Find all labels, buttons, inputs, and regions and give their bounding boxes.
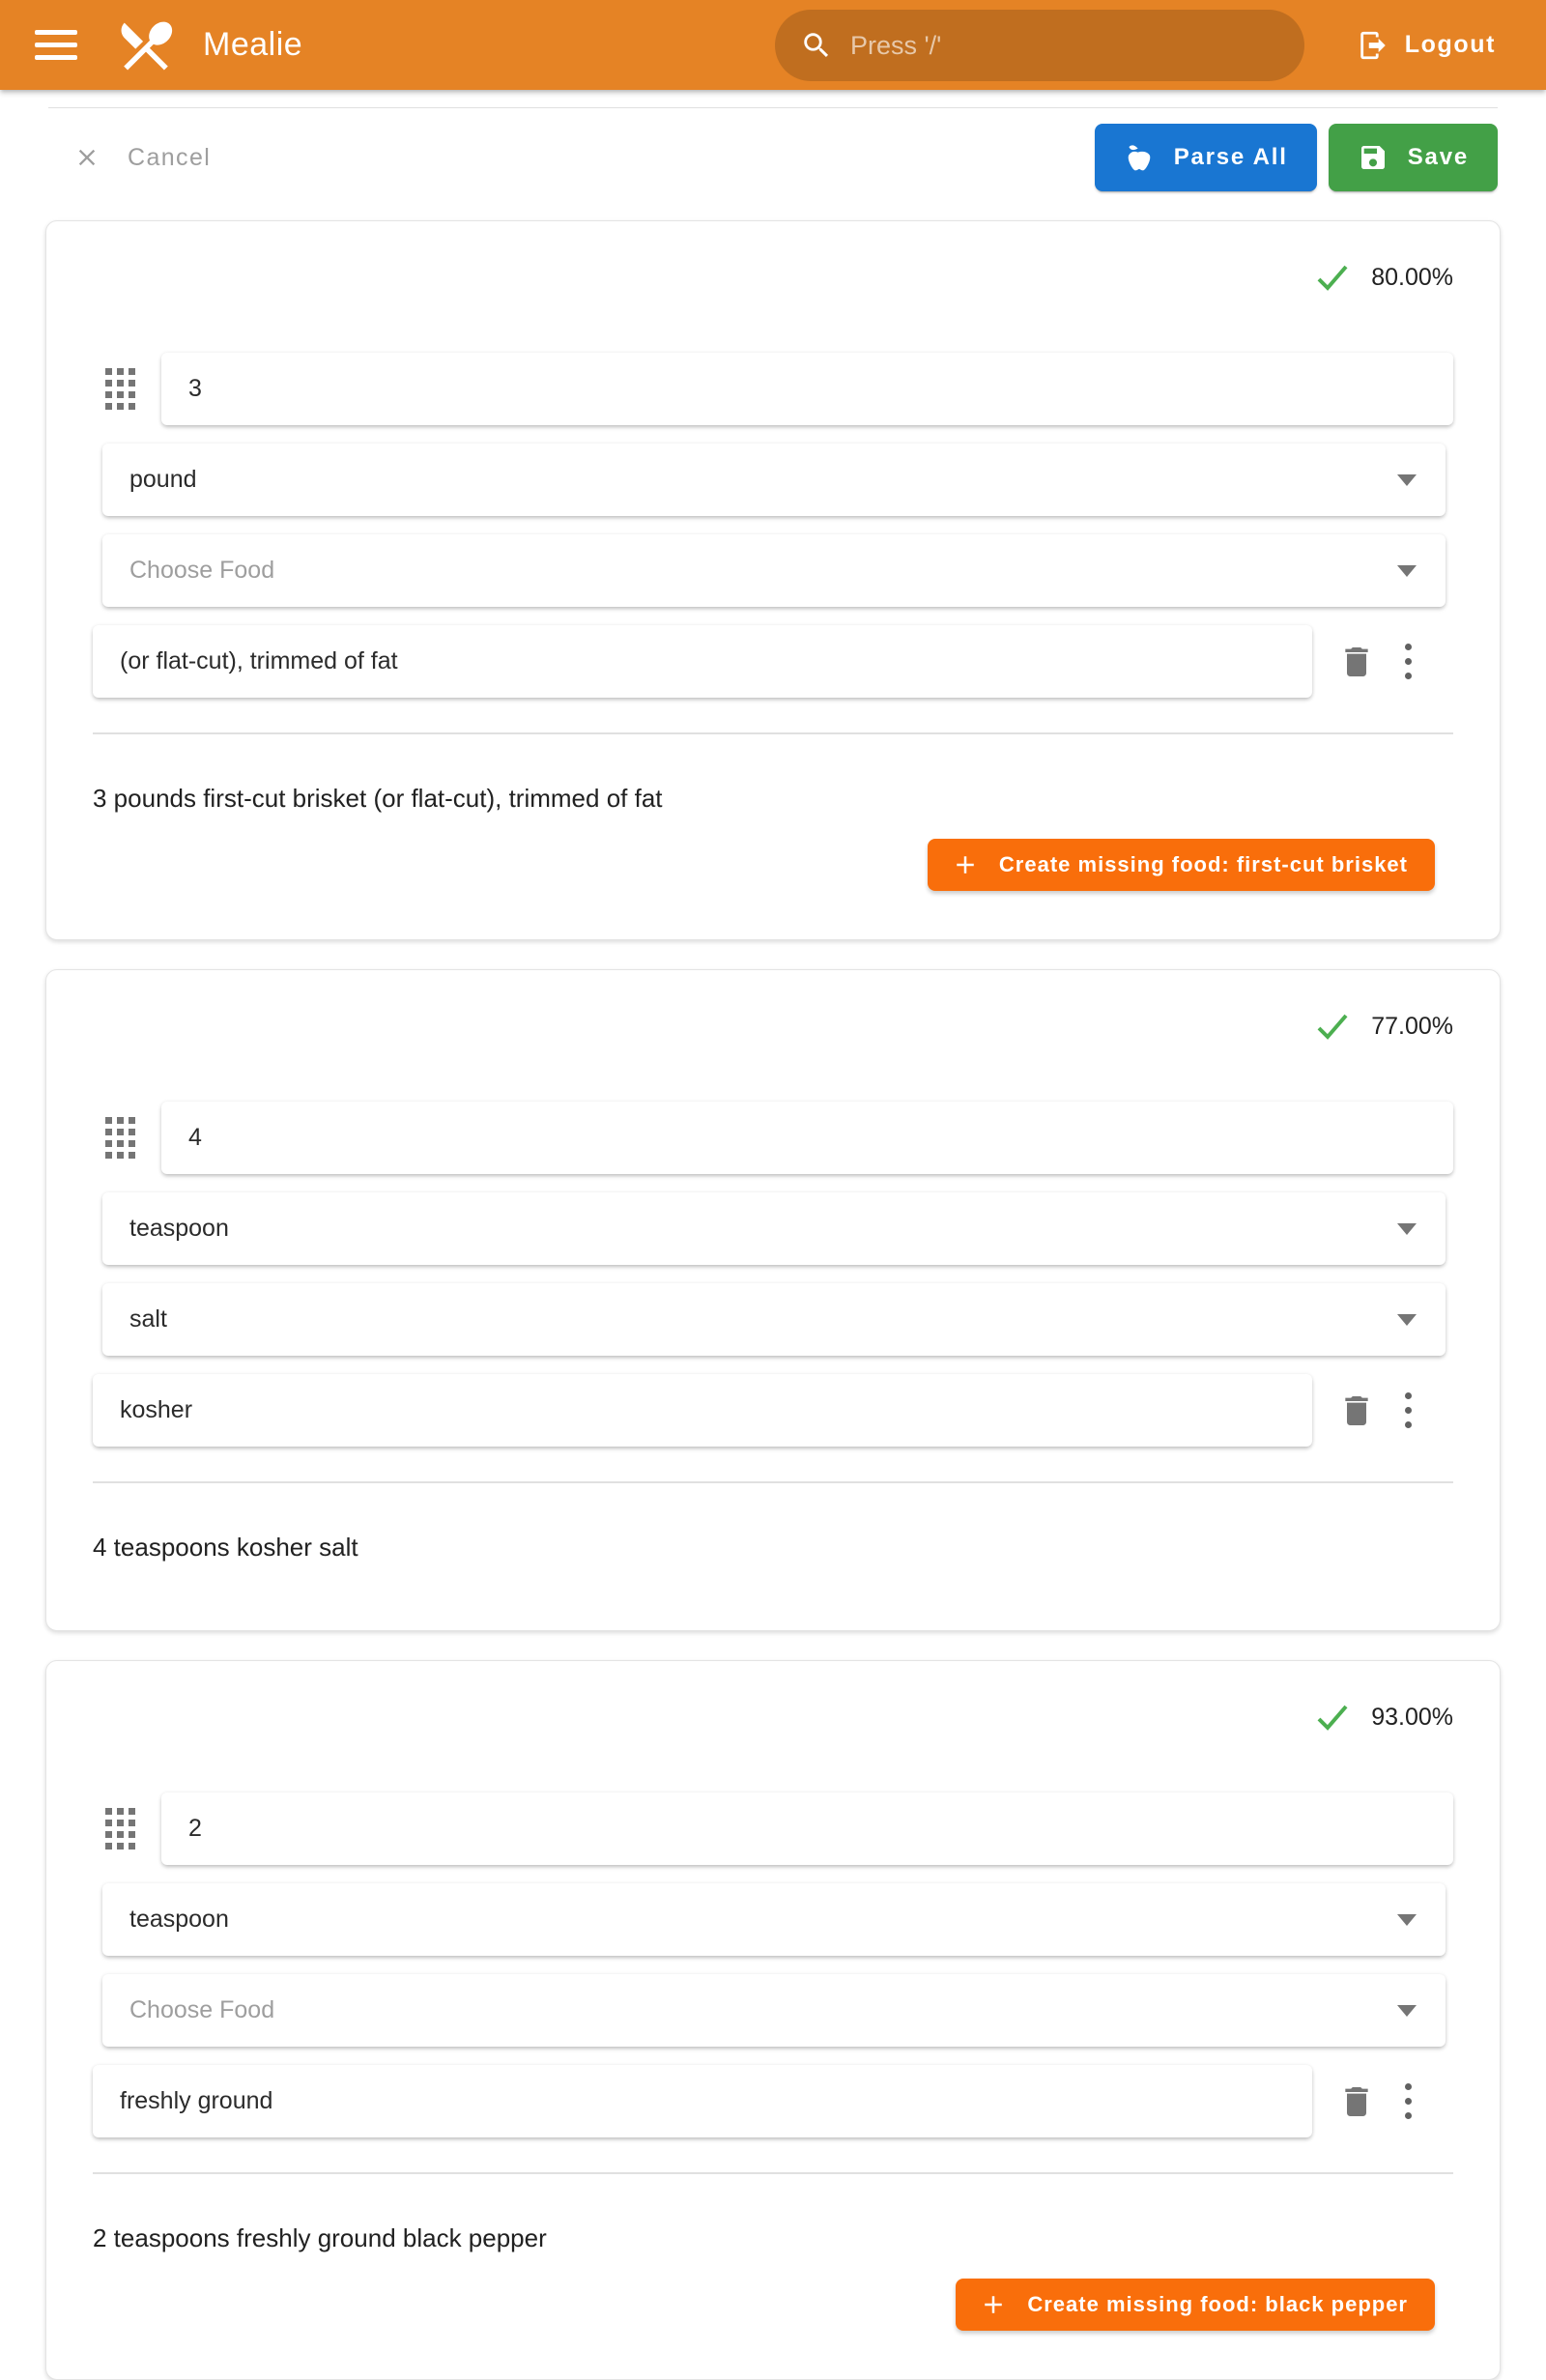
note-field	[93, 625, 1312, 698]
create-food-row	[93, 2279, 1453, 2331]
logout-label: Logout	[1404, 31, 1496, 58]
menu-icon[interactable]	[35, 30, 77, 60]
card-divider	[93, 732, 1453, 734]
chevron-down-icon	[1397, 474, 1417, 486]
kebab-icon	[1405, 644, 1412, 650]
parse-all-button[interactable]	[1095, 124, 1317, 191]
amount-field	[161, 353, 1453, 425]
ingredient-card	[45, 969, 1501, 1631]
drag-handle-icon[interactable]	[105, 1117, 135, 1159]
create-missing-food-label: Create missing food: black pepper	[1027, 2292, 1408, 2316]
cancel-label: Cancel	[128, 143, 212, 171]
food-select[interactable]	[102, 1283, 1446, 1356]
note-field	[93, 1374, 1312, 1447]
header-content-divider	[48, 107, 1498, 108]
note-row	[93, 1374, 1453, 1447]
drag-handle-icon[interactable]	[105, 1808, 135, 1850]
trash-icon	[1337, 1391, 1376, 1430]
note-field	[93, 2065, 1312, 2137]
unit-value: teaspoon	[129, 1215, 229, 1242]
trash-icon	[1337, 643, 1376, 681]
original-ingredient-text: 3 pounds first-cut brisket (or flat-cut), trimmed of fat	[93, 784, 663, 813]
unit-value: teaspoon	[129, 1906, 229, 1933]
chevron-down-icon	[1397, 2005, 1417, 2017]
check-icon	[1315, 1703, 1350, 1732]
fork-knife-logo-icon	[114, 14, 178, 77]
note-input[interactable]	[93, 625, 1312, 698]
cancel-button[interactable]	[73, 144, 211, 172]
ingredient-card	[45, 1660, 1501, 2380]
confidence-row	[93, 262, 1453, 293]
app-title: Mealie	[203, 26, 303, 63]
delete-ingredient-button[interactable]	[1337, 1391, 1376, 1430]
search-input[interactable]	[850, 31, 1279, 61]
create-food-row	[93, 839, 1453, 891]
amount-input[interactable]	[161, 1792, 1453, 1865]
plus-icon	[951, 850, 980, 879]
app-header	[0, 0, 1546, 90]
unit-select[interactable]	[102, 444, 1446, 516]
confidence-value: 80.00%	[1371, 263, 1453, 291]
amount-row	[93, 1102, 1453, 1174]
create-missing-food-button[interactable]	[956, 2279, 1435, 2331]
plus-icon	[979, 2290, 1008, 2319]
parse-all-label: Parse All	[1173, 144, 1288, 170]
unit-select[interactable]	[102, 1883, 1446, 1956]
amount-row	[93, 1792, 1453, 1865]
food-value: salt	[129, 1305, 167, 1333]
more-options-button[interactable]	[1405, 644, 1412, 679]
ingredient-card	[45, 220, 1501, 940]
apple-icon	[1124, 142, 1155, 173]
confidence-value: 93.00%	[1371, 1703, 1453, 1731]
food-placeholder: Choose Food	[129, 557, 275, 584]
amount-field	[161, 1792, 1453, 1865]
original-ingredient-text: 2 teaspoons freshly ground black pepper	[93, 2223, 547, 2252]
unit-select[interactable]	[102, 1192, 1446, 1265]
confidence-row	[93, 1702, 1453, 1733]
logout-icon	[1357, 29, 1389, 62]
check-icon	[1315, 1012, 1350, 1041]
card-divider	[93, 1481, 1453, 1483]
chevron-down-icon	[1397, 1223, 1417, 1235]
save-label: Save	[1407, 144, 1469, 170]
confidence-value: 77.00%	[1371, 1012, 1453, 1040]
unit-value: pound	[129, 466, 197, 493]
confidence-row	[93, 1011, 1453, 1042]
delete-ingredient-button[interactable]	[1337, 643, 1376, 681]
amount-input[interactable]	[161, 1102, 1453, 1174]
amount-row	[93, 353, 1453, 425]
note-row	[93, 625, 1453, 698]
amount-field	[161, 1102, 1453, 1174]
kebab-icon	[1405, 2083, 1412, 2090]
editor-toolbar	[0, 124, 1546, 191]
app-brand[interactable]	[114, 14, 302, 77]
create-missing-food-button[interactable]	[928, 839, 1435, 891]
amount-input[interactable]	[161, 353, 1453, 425]
original-ingredient-text: 4 teaspoons kosher salt	[93, 1533, 358, 1562]
close-icon	[73, 144, 100, 171]
chevron-down-icon	[1397, 1314, 1417, 1326]
search-bar[interactable]	[775, 10, 1304, 81]
save-button[interactable]	[1329, 124, 1498, 191]
note-row	[93, 2065, 1453, 2137]
search-icon	[800, 29, 833, 62]
create-missing-food-label: Create missing food: first-cut brisket	[998, 852, 1408, 876]
more-options-button[interactable]	[1405, 2083, 1412, 2119]
logout-button[interactable]	[1357, 29, 1496, 62]
more-options-button[interactable]	[1405, 1392, 1412, 1428]
note-input[interactable]	[93, 1374, 1312, 1447]
chevron-down-icon	[1397, 565, 1417, 577]
food-select[interactable]	[102, 1974, 1446, 2047]
food-placeholder: Choose Food	[129, 1996, 275, 2023]
food-select[interactable]	[102, 534, 1446, 607]
note-input[interactable]	[93, 2065, 1312, 2137]
check-icon	[1315, 263, 1350, 292]
trash-icon	[1337, 2082, 1376, 2121]
drag-handle-icon[interactable]	[105, 368, 135, 410]
save-icon	[1358, 142, 1389, 173]
chevron-down-icon	[1397, 1914, 1417, 1926]
kebab-icon	[1405, 1392, 1412, 1399]
card-divider	[93, 2172, 1453, 2174]
delete-ingredient-button[interactable]	[1337, 2082, 1376, 2121]
